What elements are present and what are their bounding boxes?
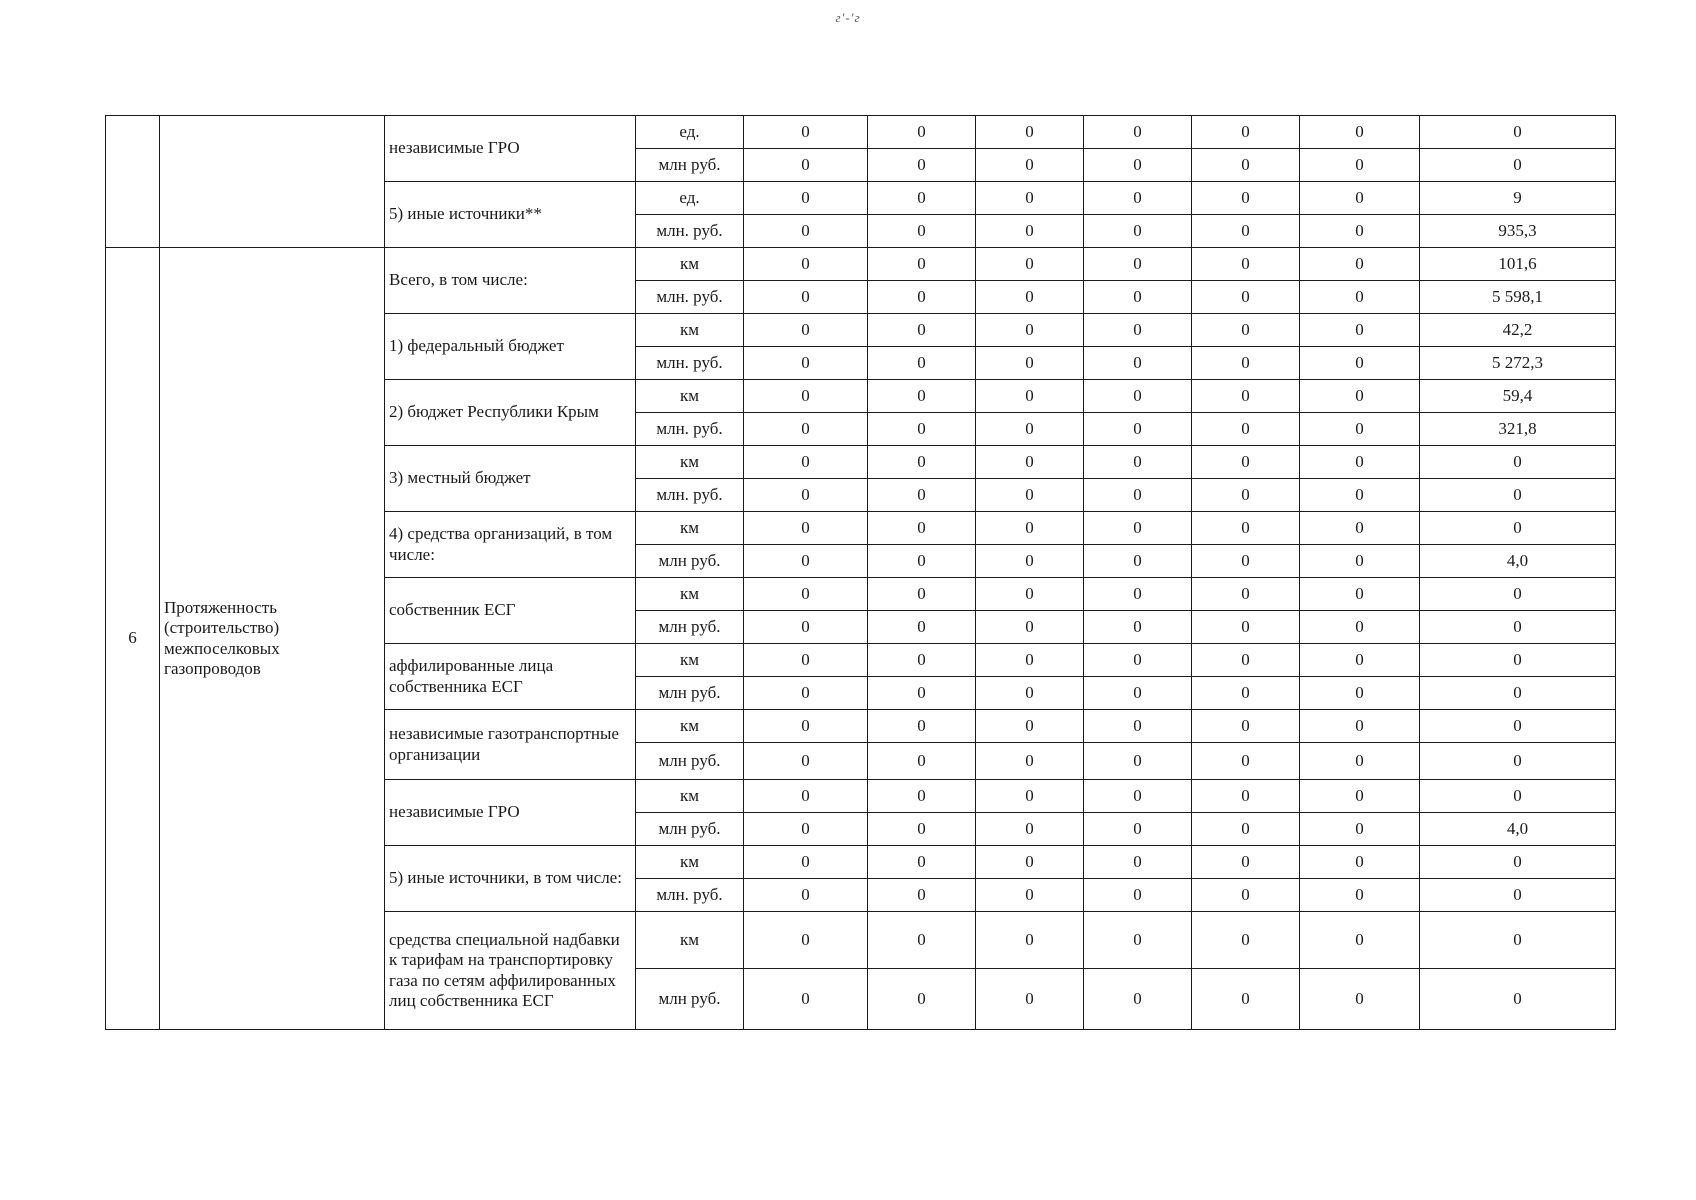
- value-cell: 0: [1084, 912, 1192, 969]
- value-cell: 0: [1420, 780, 1616, 813]
- value-cell: 0: [868, 644, 976, 677]
- value-cell: 0: [1192, 644, 1300, 677]
- value-cell: 0: [976, 644, 1084, 677]
- unit-cell: ед.: [636, 116, 744, 149]
- unit-cell: км: [636, 578, 744, 611]
- value-cell: 0: [1192, 813, 1300, 846]
- value-cell: 0: [1300, 215, 1420, 248]
- funding-source-cell: 5) иные источники**: [385, 182, 636, 248]
- value-cell: 0: [744, 710, 868, 743]
- value-cell: 0: [1192, 149, 1300, 182]
- table-row: [106, 248, 1616, 281]
- value-cell: 4,0: [1420, 813, 1616, 846]
- value-cell: 321,8: [1420, 413, 1616, 446]
- value-cell: 5 598,1: [1420, 281, 1616, 314]
- value-cell: 0: [976, 710, 1084, 743]
- value-cell: 0: [1300, 644, 1420, 677]
- value-cell: 0: [1300, 182, 1420, 215]
- value-cell: 0: [868, 578, 976, 611]
- value-cell: 0: [868, 149, 976, 182]
- unit-cell: км: [636, 314, 744, 347]
- value-cell: 0: [976, 912, 1084, 969]
- value-cell: 0: [744, 743, 868, 780]
- value-cell: 0: [1300, 846, 1420, 879]
- value-cell: 0: [1192, 479, 1300, 512]
- value-cell: 0: [1084, 413, 1192, 446]
- value-cell: 0: [1084, 846, 1192, 879]
- unit-cell: км: [636, 780, 744, 813]
- unit-cell: км: [636, 248, 744, 281]
- value-cell: 0: [868, 912, 976, 969]
- value-cell: 4,0: [1420, 545, 1616, 578]
- value-cell: 0: [1084, 446, 1192, 479]
- value-cell: 101,6: [1420, 248, 1616, 281]
- value-cell: 0: [744, 512, 868, 545]
- value-cell: 0: [976, 545, 1084, 578]
- unit-cell: км: [636, 912, 744, 969]
- row-number-cell: [106, 116, 160, 248]
- funding-source-cell: 3) местный бюджет: [385, 446, 636, 512]
- unit-cell: км: [636, 446, 744, 479]
- unit-cell: млн руб.: [636, 677, 744, 710]
- value-cell: 0: [868, 182, 976, 215]
- value-cell: 0: [1192, 545, 1300, 578]
- value-cell: 0: [1300, 281, 1420, 314]
- value-cell: 0: [976, 813, 1084, 846]
- value-cell: 0: [1192, 969, 1300, 1030]
- value-cell: 0: [868, 545, 976, 578]
- value-cell: 0: [744, 846, 868, 879]
- value-cell: 0: [1420, 912, 1616, 969]
- funding-source-cell: средства специальной надбавки к тарифам на транспортировку газа по сетям аффилированных лиц собственника ЕСГ: [385, 912, 636, 1030]
- value-cell: 0: [868, 611, 976, 644]
- value-cell: 0: [1192, 578, 1300, 611]
- value-cell: 0: [1192, 912, 1300, 969]
- funding-source-cell: 1) федеральный бюджет: [385, 314, 636, 380]
- funding-source-cell: Всего, в том числе:: [385, 248, 636, 314]
- value-cell: 0: [1300, 912, 1420, 969]
- value-cell: 0: [1300, 611, 1420, 644]
- funding-source-cell: независимые газотранспортные организации: [385, 710, 636, 780]
- value-cell: 0: [1300, 578, 1420, 611]
- value-cell: 0: [1420, 446, 1616, 479]
- value-cell: 0: [976, 314, 1084, 347]
- value-cell: 0: [1192, 116, 1300, 149]
- value-cell: 0: [976, 215, 1084, 248]
- value-cell: 0: [1192, 446, 1300, 479]
- value-cell: 0: [1420, 149, 1616, 182]
- value-cell: 0: [1084, 611, 1192, 644]
- value-cell: 0: [1084, 879, 1192, 912]
- unit-cell: км: [636, 512, 744, 545]
- value-cell: 0: [1420, 479, 1616, 512]
- funding-source-cell: независимые ГРО: [385, 116, 636, 182]
- unit-cell: млн. руб.: [636, 215, 744, 248]
- value-cell: 0: [1420, 512, 1616, 545]
- value-cell: 0: [976, 347, 1084, 380]
- value-cell: 0: [976, 512, 1084, 545]
- value-cell: 9: [1420, 182, 1616, 215]
- value-cell: 0: [868, 248, 976, 281]
- value-cell: 0: [1300, 813, 1420, 846]
- value-cell: 0: [1084, 215, 1192, 248]
- value-cell: 0: [1084, 578, 1192, 611]
- value-cell: 0: [1300, 314, 1420, 347]
- value-cell: 0: [868, 969, 976, 1030]
- value-cell: 0: [744, 578, 868, 611]
- value-cell: 0: [1192, 846, 1300, 879]
- value-cell: 0: [976, 578, 1084, 611]
- value-cell: 0: [976, 677, 1084, 710]
- funding-table: [105, 115, 1616, 1030]
- value-cell: 0: [1084, 281, 1192, 314]
- value-cell: 0: [1084, 969, 1192, 1030]
- value-cell: 0: [1420, 969, 1616, 1030]
- value-cell: 0: [744, 912, 868, 969]
- value-cell: 0: [1084, 248, 1192, 281]
- value-cell: 0: [868, 116, 976, 149]
- value-cell: 0: [1192, 215, 1300, 248]
- value-cell: 0: [1084, 347, 1192, 380]
- indicator-name-cell: Протяженность (строительство) межпоселковых газопроводов: [160, 248, 385, 1030]
- value-cell: 0: [1192, 677, 1300, 710]
- value-cell: 0: [744, 644, 868, 677]
- value-cell: 0: [744, 479, 868, 512]
- value-cell: 0: [1300, 512, 1420, 545]
- value-cell: 0: [1300, 347, 1420, 380]
- data-table-container: [105, 115, 1616, 1030]
- value-cell: 0: [1420, 743, 1616, 780]
- value-cell: 0: [1084, 780, 1192, 813]
- funding-source-cell: 4) средства организаций, в том числе:: [385, 512, 636, 578]
- unit-cell: млн руб.: [636, 743, 744, 780]
- value-cell: 0: [868, 347, 976, 380]
- value-cell: 0: [1192, 380, 1300, 413]
- value-cell: 0: [744, 813, 868, 846]
- value-cell: 0: [976, 846, 1084, 879]
- value-cell: 0: [1300, 380, 1420, 413]
- value-cell: 0: [744, 380, 868, 413]
- value-cell: 0: [1084, 743, 1192, 780]
- unit-cell: млн. руб.: [636, 347, 744, 380]
- value-cell: 0: [1420, 644, 1616, 677]
- value-cell: 0: [744, 248, 868, 281]
- funding-source-cell: 2) бюджет Республики Крым: [385, 380, 636, 446]
- value-cell: 0: [1084, 314, 1192, 347]
- value-cell: 0: [868, 446, 976, 479]
- value-cell: 0: [744, 780, 868, 813]
- value-cell: 0: [868, 813, 976, 846]
- value-cell: 0: [744, 215, 868, 248]
- value-cell: 0: [1300, 413, 1420, 446]
- value-cell: 0: [1084, 677, 1192, 710]
- value-cell: 0: [976, 281, 1084, 314]
- value-cell: 0: [744, 611, 868, 644]
- value-cell: 0: [976, 969, 1084, 1030]
- value-cell: 0: [1192, 314, 1300, 347]
- value-cell: 0: [1192, 611, 1300, 644]
- row-number-cell: 6: [106, 248, 160, 1030]
- value-cell: 0: [976, 380, 1084, 413]
- unit-cell: км: [636, 380, 744, 413]
- value-cell: 0: [1084, 644, 1192, 677]
- value-cell: 0: [868, 215, 976, 248]
- value-cell: 0: [1084, 710, 1192, 743]
- value-cell: 0: [976, 182, 1084, 215]
- value-cell: 0: [1084, 479, 1192, 512]
- value-cell: 0: [744, 314, 868, 347]
- value-cell: 0: [976, 446, 1084, 479]
- funding-source-cell: собственник ЕСГ: [385, 578, 636, 644]
- value-cell: 0: [744, 149, 868, 182]
- unit-cell: млн. руб.: [636, 879, 744, 912]
- unit-cell: млн руб.: [636, 813, 744, 846]
- value-cell: 0: [1300, 479, 1420, 512]
- value-cell: 0: [744, 545, 868, 578]
- value-cell: 42,2: [1420, 314, 1616, 347]
- unit-cell: км: [636, 846, 744, 879]
- value-cell: 0: [1192, 743, 1300, 780]
- value-cell: 0: [1192, 710, 1300, 743]
- value-cell: 0: [744, 347, 868, 380]
- value-cell: 0: [868, 677, 976, 710]
- value-cell: 0: [1420, 879, 1616, 912]
- value-cell: 0: [1192, 347, 1300, 380]
- value-cell: 0: [1420, 578, 1616, 611]
- value-cell: 0: [1420, 710, 1616, 743]
- table-body: [106, 116, 1616, 1030]
- value-cell: 0: [1300, 969, 1420, 1030]
- value-cell: 0: [1084, 813, 1192, 846]
- value-cell: 0: [868, 846, 976, 879]
- value-cell: 0: [1300, 248, 1420, 281]
- value-cell: 0: [1420, 677, 1616, 710]
- value-cell: 0: [1084, 182, 1192, 215]
- value-cell: 0: [976, 743, 1084, 780]
- value-cell: 0: [976, 611, 1084, 644]
- table-row: [106, 116, 1616, 149]
- value-cell: 0: [1300, 545, 1420, 578]
- value-cell: 0: [1420, 846, 1616, 879]
- value-cell: 0: [976, 780, 1084, 813]
- value-cell: 0: [868, 743, 976, 780]
- value-cell: 0: [868, 710, 976, 743]
- value-cell: 0: [1300, 710, 1420, 743]
- value-cell: 0: [976, 248, 1084, 281]
- value-cell: 0: [744, 116, 868, 149]
- value-cell: 0: [1300, 780, 1420, 813]
- unit-cell: км: [636, 710, 744, 743]
- value-cell: 0: [1084, 116, 1192, 149]
- unit-cell: млн. руб.: [636, 281, 744, 314]
- value-cell: 0: [1084, 512, 1192, 545]
- value-cell: 0: [1300, 149, 1420, 182]
- value-cell: 0: [868, 314, 976, 347]
- value-cell: 0: [868, 780, 976, 813]
- value-cell: 0: [1192, 413, 1300, 446]
- value-cell: 0: [976, 149, 1084, 182]
- value-cell: 0: [1192, 182, 1300, 215]
- value-cell: 0: [1192, 281, 1300, 314]
- value-cell: 0: [1300, 677, 1420, 710]
- value-cell: 0: [1192, 512, 1300, 545]
- value-cell: 0: [1420, 116, 1616, 149]
- value-cell: 0: [868, 879, 976, 912]
- value-cell: 0: [744, 182, 868, 215]
- value-cell: 0: [868, 512, 976, 545]
- value-cell: 0: [744, 281, 868, 314]
- unit-cell: млн руб.: [636, 611, 744, 644]
- value-cell: 0: [1084, 149, 1192, 182]
- unit-cell: ед.: [636, 182, 744, 215]
- funding-source-cell: независимые ГРО: [385, 780, 636, 846]
- value-cell: 0: [868, 380, 976, 413]
- value-cell: 0: [1192, 780, 1300, 813]
- page-mark: г'-'г: [835, 10, 861, 25]
- value-cell: 0: [744, 413, 868, 446]
- value-cell: 0: [1084, 545, 1192, 578]
- value-cell: 5 272,3: [1420, 347, 1616, 380]
- value-cell: 0: [976, 116, 1084, 149]
- value-cell: 0: [976, 879, 1084, 912]
- value-cell: 0: [1420, 611, 1616, 644]
- value-cell: 0: [868, 479, 976, 512]
- unit-cell: км: [636, 644, 744, 677]
- value-cell: 0: [1192, 248, 1300, 281]
- value-cell: 0: [744, 969, 868, 1030]
- unit-cell: млн руб.: [636, 969, 744, 1030]
- funding-source-cell: аффилированные лица собственника ЕСГ: [385, 644, 636, 710]
- value-cell: 0: [1300, 879, 1420, 912]
- value-cell: 0: [868, 413, 976, 446]
- value-cell: 0: [744, 879, 868, 912]
- value-cell: 59,4: [1420, 380, 1616, 413]
- unit-cell: млн. руб.: [636, 413, 744, 446]
- value-cell: 0: [1300, 116, 1420, 149]
- value-cell: 0: [976, 479, 1084, 512]
- value-cell: 935,3: [1420, 215, 1616, 248]
- value-cell: 0: [976, 413, 1084, 446]
- value-cell: 0: [868, 281, 976, 314]
- value-cell: 0: [1300, 446, 1420, 479]
- unit-cell: млн руб.: [636, 545, 744, 578]
- value-cell: 0: [1300, 743, 1420, 780]
- indicator-name-cell: [160, 116, 385, 248]
- value-cell: 0: [744, 677, 868, 710]
- unit-cell: млн. руб.: [636, 479, 744, 512]
- value-cell: 0: [744, 446, 868, 479]
- unit-cell: млн руб.: [636, 149, 744, 182]
- value-cell: 0: [1192, 879, 1300, 912]
- funding-source-cell: 5) иные источники, в том числе:: [385, 846, 636, 912]
- value-cell: 0: [1084, 380, 1192, 413]
